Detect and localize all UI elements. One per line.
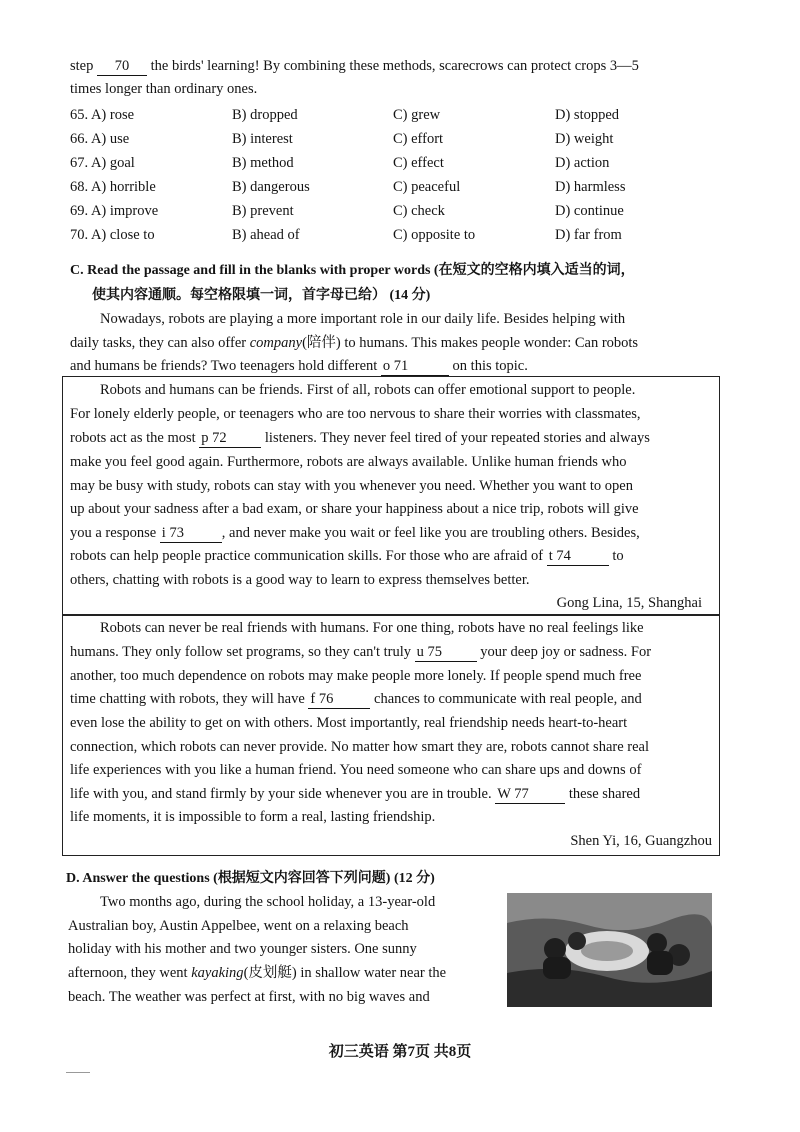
section-d-line: Two months ago, during the school holiday, a 13-year-old <box>100 894 436 910</box>
passage-2-signature: Shen Yi, 16, Guangzhou <box>570 833 712 849</box>
option-d: D) stopped <box>555 107 620 123</box>
option-a: 66. A) use <box>70 131 130 147</box>
passage-2-line: even lose the ability to get on with others. Most importantly, real friendship needs heart-to-heart <box>70 715 628 731</box>
option-a: 70. A) close to <box>70 227 155 243</box>
text-segment: life with you, and stand firmly by your side whenever you are in trouble. <box>70 786 496 802</box>
passage-2-line: another, too much dependence on robots may make people more lonely. If people spend much free <box>70 668 642 684</box>
passage-1-line <box>70 524 640 543</box>
section-d-heading: D. Answer the questions (根据短文内容回答下列问题) (12 分) <box>66 871 435 886</box>
intro-line-1: Nowadays, robots are playing a more important role in our daily life. Besides helping with <box>100 311 626 327</box>
option-d: D) weight <box>555 131 614 147</box>
passage-1-line: others, chatting with robots is a good way to learn to express themselves better. <box>70 572 530 588</box>
intro-line-2 <box>70 334 638 352</box>
text-segment: chances to communicate with real people, and <box>370 691 642 707</box>
passage-1-line: up about your sadness after a bad exam, or share your happiness about a nice trip, robots will give <box>70 501 639 517</box>
blank-72: p 72 <box>199 429 261 448</box>
option-b: B) prevent <box>232 203 294 219</box>
option-c: C) effect <box>393 155 444 171</box>
blank-73: i 73 <box>160 524 222 543</box>
emphasis-text: company <box>249 335 303 351</box>
kayak-photo <box>507 893 712 1007</box>
option-a: 68. A) horrible <box>70 179 156 195</box>
option-c: C) opposite to <box>393 227 476 243</box>
section-d-line <box>68 964 446 982</box>
passage-2-line <box>70 643 651 662</box>
section-c-heading: C. Read the passage and fill in the blanks with proper words (在短文的空格内填入适当的词， <box>70 263 635 278</box>
option-d: D) continue <box>555 203 624 219</box>
text-segment: humans. They only follow set programs, so they can't truly <box>70 644 415 660</box>
passage-1-signature: Gong Lina, 15, Shanghai <box>556 595 702 611</box>
passage-2-line <box>70 690 642 709</box>
top-line-2: times longer than ordinary ones. <box>70 81 258 97</box>
text-segment: step <box>70 58 94 74</box>
option-d: D) far from <box>555 227 622 243</box>
blank-71: o 71 <box>381 357 449 376</box>
option-b: B) ahead of <box>232 227 300 243</box>
option-b: B) dangerous <box>232 179 310 195</box>
text-segment: these shared <box>565 786 641 802</box>
blank-77: W 77 <box>495 785 565 804</box>
kayak-photo-illustration <box>507 893 712 1007</box>
blank-70: 70 <box>97 57 147 76</box>
page-footer: 初三英语 第7页 共8页 <box>328 1044 472 1060</box>
passage-1-line: make you feel good again. Furthermore, robots are always available. Unlike human friends who <box>70 454 627 470</box>
passage-2-line: Robots can never be real friends with humans. For one thing, robots have no real feelings like <box>100 620 644 636</box>
scan-mark <box>66 1072 90 1073</box>
passage-2-line <box>70 785 640 804</box>
text-segment: robots can help people practice communication skills. For those who are afraid of <box>70 548 547 564</box>
section-d-line: holiday with his mother and two younger sisters. One sunny <box>68 941 417 957</box>
text-segment: the birds' learning! By combining these methods, scarecrows can protect crops 3—5 <box>150 58 639 74</box>
section-c-heading-cont: 使其内容通顺。每空格限填一词，首字母已给） (14 分) <box>92 288 431 303</box>
option-a: 67. A) goal <box>70 155 135 171</box>
option-c: C) grew <box>393 107 441 123</box>
option-c: C) effort <box>393 131 444 147</box>
passage-1-line: Robots and humans can be friends. First of all, robots can offer emotional support to people. <box>100 382 636 398</box>
passage-2-line: life experiences with you like a human friend. You need someone who can share ups and downs of <box>70 762 642 778</box>
section-d-line: Australian boy, Austin Appelbee, went on a relaxing beach <box>68 918 409 934</box>
text-segment: robots act as the most <box>70 430 200 446</box>
text-segment: you a response <box>70 525 160 541</box>
passage-1-line: For lonely elderly people, or teenagers who are too nervous to share their worries with classmates, <box>70 406 641 422</box>
text-segment: afternoon, they went <box>68 965 192 981</box>
text-segment: daily tasks, they can also offer <box>70 335 250 351</box>
text-segment: (皮划艇) in shallow water near the <box>243 965 447 981</box>
text-segment: time chatting with robots, they will have <box>70 691 309 707</box>
top-line-1 <box>70 57 639 76</box>
text-segment: and humans be friends? Two teenagers hold different <box>70 358 381 374</box>
passage-2-line: connection, which robots can never provide. No matter how smart they are, robots cannot share real <box>70 739 649 755</box>
emphasis-text: kayaking <box>191 965 244 981</box>
option-b: B) method <box>232 155 294 171</box>
passage-1-line: may be busy with study, robots can stay with you whenever you need. Whether you want to open <box>70 478 633 494</box>
text-segment: listeners. They never feel tired of your repeated stories and always <box>261 430 650 446</box>
option-b: B) interest <box>232 131 293 147</box>
option-c: C) check <box>393 203 445 219</box>
blank-75: u 75 <box>415 643 477 662</box>
text-segment: to <box>608 548 624 564</box>
option-a: 69. A) improve <box>70 203 159 219</box>
option-d: D) action <box>555 155 610 171</box>
option-c: C) peaceful <box>393 179 461 195</box>
passage-1-line <box>70 547 624 566</box>
intro-line-3 <box>70 357 528 376</box>
option-d: D) harmless <box>555 179 626 195</box>
text-segment: your deep joy or sadness. For <box>476 644 652 660</box>
option-b: B) dropped <box>232 107 298 123</box>
section-d-line: beach. The weather was perfect at first, with no big waves and <box>68 989 430 1005</box>
option-a: 65. A) rose <box>70 107 135 123</box>
passage-1-line <box>70 429 650 448</box>
text-segment: (陪伴) to humans. This makes people wonder: Can robots <box>302 335 639 351</box>
text-segment: , and never make you wait or feel like you are troubling others. Besides, <box>221 525 640 541</box>
passage-2-line: life moments, it is impossible to form a real, lasting friendship. <box>70 809 436 825</box>
blank-76: f 76 <box>308 690 370 709</box>
text-segment: on this topic. <box>448 358 528 374</box>
blank-74: t 74 <box>547 547 609 566</box>
